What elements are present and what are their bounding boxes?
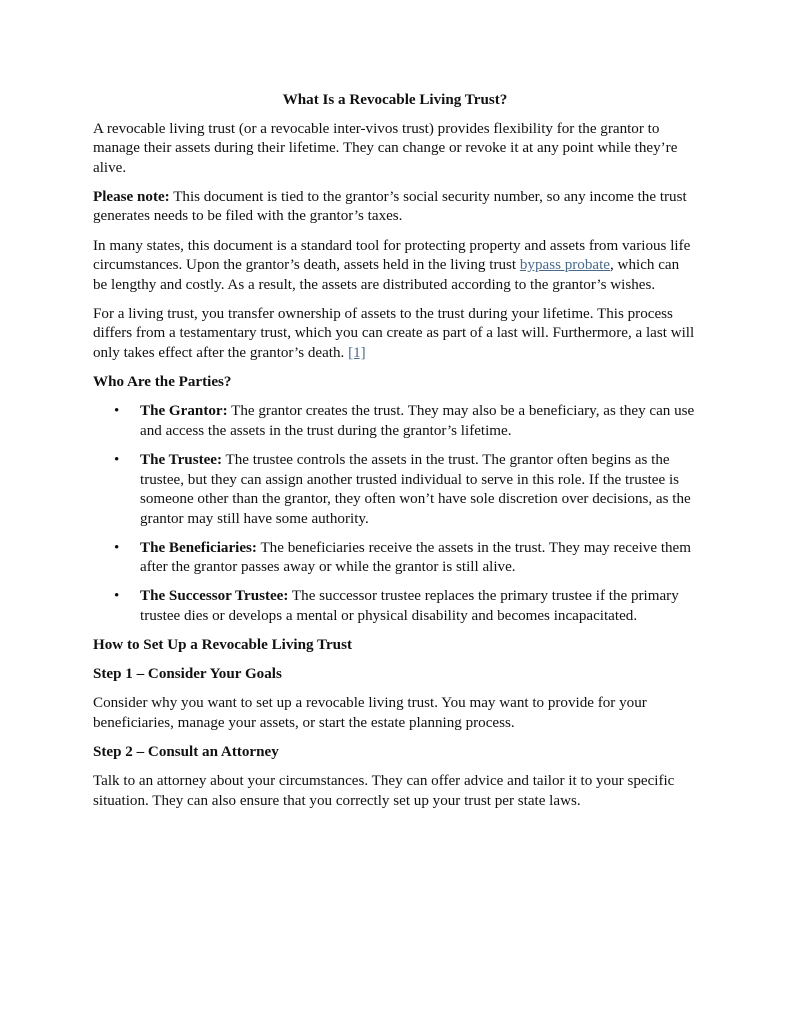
party-text: The trustee controls the assets in the trust. The grantor often begins as the trustee, but they can assign another trusted individual to serve in this role. If the trustee is someone other than the grantor, they often won’t have sole discretion over decisions, as the grantor may still have some authority.	[140, 451, 691, 527]
bullet-icon: •	[114, 588, 120, 605]
party-label: The Successor Trustee:	[140, 588, 289, 605]
note-label: Please note:	[93, 188, 170, 205]
document-title: What Is a Revocable Living Trust?	[282, 92, 508, 108]
living-trust-paragraph	[93, 305, 697, 364]
setup-heading: How to Set Up a Revocable Living Trust	[93, 637, 352, 654]
party-text: The grantor creates the trust. They may also be a beneficiary, as they can use and access the assets in the trust during the grantor’s lifetime.	[140, 403, 695, 439]
document-page	[93, 91, 697, 821]
bullet-icon: •	[114, 451, 120, 468]
footnote-link[interactable]: [1]	[348, 345, 366, 362]
intro-paragraph: A revocable living trust (or a revocable inter-vivos trust) provides flexibility for the grantor to manage their assets during their lifetime. They can change or revoke it at any point while they’re alive.	[93, 120, 678, 176]
step2-heading: Step 2 – Consult an Attorney	[93, 744, 279, 761]
bullet-icon: •	[114, 403, 120, 420]
bypass-probate-link[interactable]: bypass probate	[519, 257, 610, 274]
list-item-beneficiaries	[93, 539, 697, 578]
note-paragraph	[93, 188, 697, 227]
party-text: The successor trustee replaces the primary trustee if the primary trustee dies or develops a mental or physical disability and becomes incapacitated.	[140, 588, 679, 625]
living-trust-text: For a living trust, you transfer ownership of assets to the trust during your lifetime. This process differs from a testamentary trust, which you can create as part of a last will. Furthermore, a last will only takes effect after the grantor’s death.	[93, 305, 695, 362]
list-item-successor-trustee	[93, 587, 697, 626]
party-label: The Grantor:	[140, 403, 228, 420]
step1-heading: Step 1 – Consider Your Goals	[93, 666, 282, 683]
bullet-icon: •	[114, 539, 120, 556]
step1-paragraph: Consider why you want to set up a revocable living trust. You may want to provide for your beneficiaries, manage your assets, or start the estate planning process.	[93, 695, 647, 731]
parties-heading: Who Are the Parties?	[93, 374, 232, 391]
states-paragraph	[93, 237, 697, 296]
list-item-grantor	[93, 402, 697, 441]
party-label: The Trustee:	[140, 451, 223, 468]
note-text: This document is tied to the grantor’s social security number, so any income the trust generates needs to be filed with the grantor’s taxes.	[93, 188, 687, 225]
states-text-before: In many states, this document is a standard tool for protecting property and assets from various life circumstances. Upon the grantor’s death, assets held in the living trust	[93, 237, 691, 274]
party-label: The Beneficiaries:	[140, 539, 257, 556]
states-text-after: , which can be lengthy and costly. As a result, the assets are distributed according to the grantor’s wishes.	[93, 257, 680, 293]
party-text: The beneficiaries receive the assets in the trust. They may receive them after the grantor passes away or while the grantor is still alive.	[140, 539, 692, 576]
list-item-trustee	[93, 451, 697, 529]
step2-paragraph: Talk to an attorney about your circumstances. They can offer advice and tailor it to your specific situation. They can also ensure that you correctly set up your trust per state laws.	[93, 773, 675, 809]
parties-list	[93, 402, 697, 626]
